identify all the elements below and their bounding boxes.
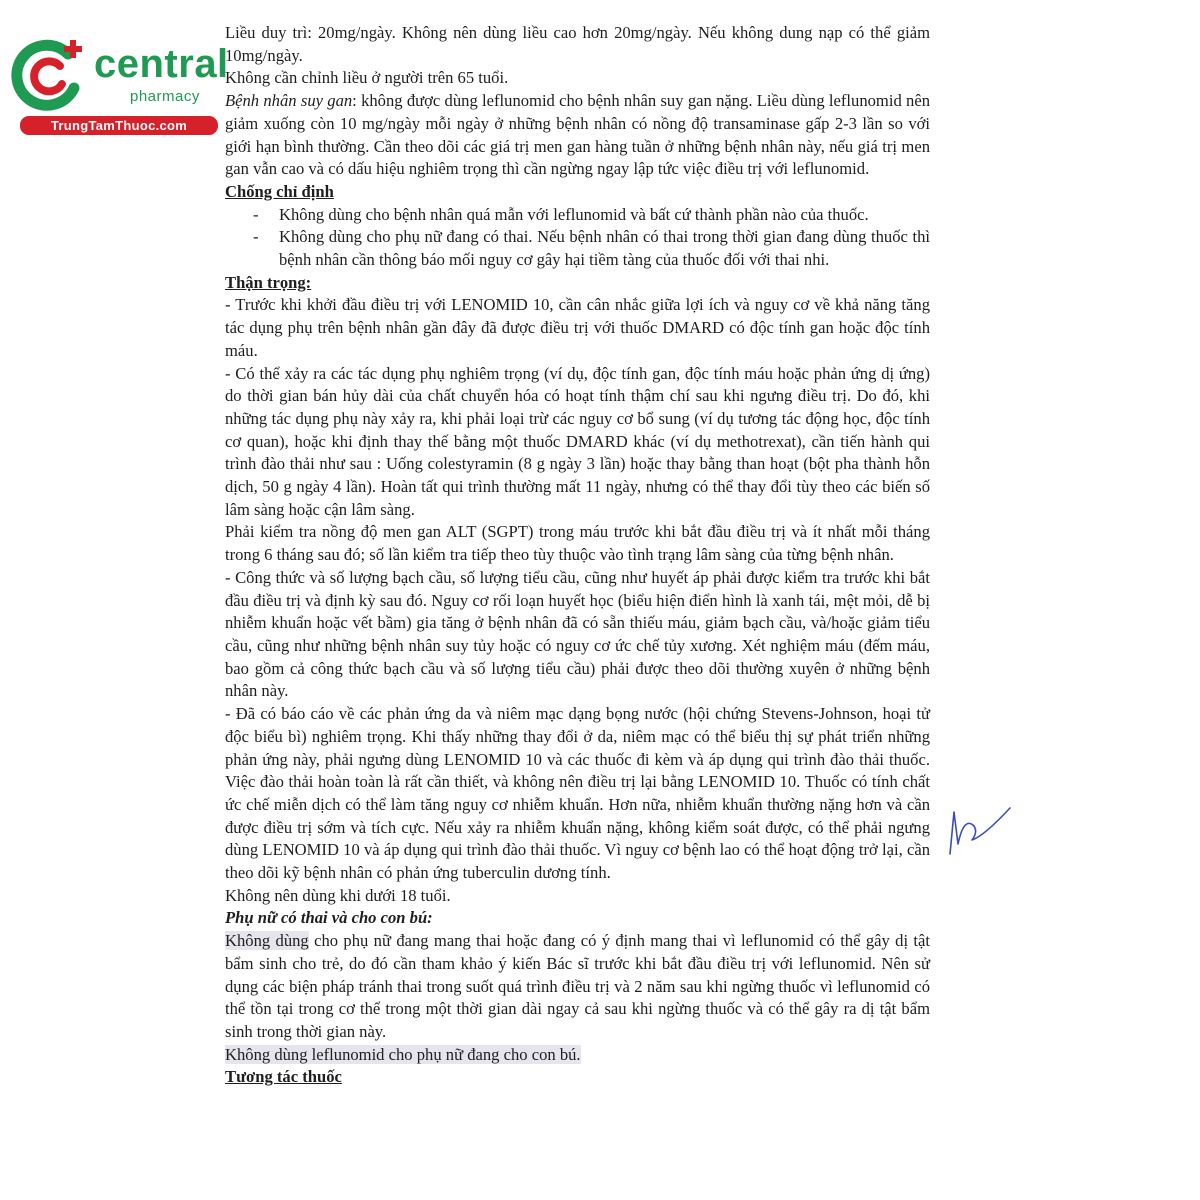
signature-mark <box>944 796 1014 858</box>
interactions-heading: Tương tác thuốc <box>225 1067 342 1087</box>
logo-c-icon <box>10 36 92 118</box>
pregnancy-text <box>225 930 930 1044</box>
pregnancy-body: cho phụ nữ đang mang thai hoặc đang có ý định mang thai vì leflunomid có thể gây dị tật bẩm sinh cho trẻ, do đó cần tham khảo ý kiến Bác sĩ trước khi bắt đầu điều trị với leflunomid. Nên sử dụng các biện pháp tránh thai trong suốt quá trình điều trị và 2 năm sau khi ngừng thuốc vì leflunomid có thể tồn tại trong cơ thể trong một thời gian dài ngay cả sau khi ngừng thuốc và có thể gây ra dị tật bẩm sinh trong thời gian này. <box>225 931 931 1041</box>
breastfeeding-note <box>225 1044 930 1067</box>
precaution-paragraph: - Đã có báo cáo về các phản ứng da và niêm mạc dạng bọng nước (hội chứng Stevens-Johnson, hoại tử độc biểu bì) nghiêm trọng. Khi thấy những thay đổi ở da, niêm mạc có thể biểu thị sự phát triển những phản ứng này, phải ngưng dùng LENOMID 10 và các thuốc đi kèm và áp dụng qui trình đào thải thuốc. Việc đào thải hoàn toàn là rất cần thiết, và không nên điều trị lại bằng LENOMID 10. Thuốc có tính chất ức chế miễn dịch có thể làm tăng nguy cơ nhiễm khuẩn. Hơn nữa, nhiễm khuẩn thường nặng hơn và cần được điều trị sớm và tích cực. Nếu xảy ra nhiễm khuẩn nặng, không kiểm soát được, có thể phải ngưng dùng LENOMID 10 và áp dụng qui trình đào thải thuốc. Vì nguy cơ bệnh lao có thể hoạt động trở lại, cần theo dõi kỹ bệnh nhân có phản ứng tuberculin dương tính. <box>225 704 930 883</box>
document-page <box>225 22 930 1089</box>
logo-url-badge[interactable]: TrungTamThuoc.com <box>20 116 218 135</box>
list-item <box>225 204 930 227</box>
bullet-dash: - <box>253 227 259 247</box>
precaution-paragraph: - Có thể xảy ra các tác dụng phụ nghiêm trọng (ví dụ, độc tính gan, độc tính máu hoặc phản ứng dị ứng) do thời gian bán hủy dài của chất chuyển hóa có hoạt tính thậm chí sau khi ngưng điều trị. Do đó, khi những tác dụng phụ này xảy ra, khi phải loại trừ các nguy cơ bổ sung (ví dụ tương tác động học, độc tính cơ quan), hoặc khi định thay thế bằng một thuốc DMARD khác (ví dụ methotrexat), cần tiến hành qui trình đào thải như sau : Uống colestyramin (8 g ngày 3 lần) hoặc thay bằng than hoạt (bột pha thành hỗn dịch, 50 g ngày 4 lần). Hoàn tất qui trình thường mất 11 ngày, nhưng có thể thay đổi tùy theo các biến số lâm sàng hoặc cận lâm sàng. <box>225 363 930 519</box>
bullet-dash: - <box>253 204 259 224</box>
precaution-paragraph: - Trước khi khởi đầu điều trị với LENOMID 10, cần cân nhắc giữa lợi ích và nguy cơ về khả năng tăng tác dụng phụ trên bệnh nhân gần đây đã được điều trị với thuốc DMARD có độc tính gan hoặc độc tính máu. <box>225 295 930 360</box>
brand-logo <box>10 36 229 136</box>
age-note: Không nên dùng khi dưới 18 tuổi. <box>225 885 451 905</box>
dosage-elderly: Không cần chỉnh liều ở người trên 65 tuổi. <box>225 68 509 88</box>
list-item-text: Không dùng cho phụ nữ đang có thai. Nếu bệnh nhân có thai trong thời gian đang dùng thuốc thì bệnh nhân cần thông báo mối nguy cơ gây hại tiềm tàng của thuốc đối với thai nhi. <box>279 227 930 270</box>
list-item <box>225 226 930 271</box>
breastfeeding-highlight: Không dùng leflunomid cho phụ nữ đang cho con bú. <box>225 1044 581 1064</box>
list-item-text: Không dùng cho bệnh nhân quá mẫn với leflunomid và bất cứ thành phần nào của thuốc. <box>279 204 869 224</box>
contraindications-list <box>225 204 930 272</box>
dosage-liver <box>225 90 930 181</box>
precaution-paragraph: - Công thức và số lượng bạch cầu, số lượng tiểu cầu, cũng như huyết áp phải được kiểm tra trước khi bắt đầu điều trị và định kỳ sau đó. Nguy cơ rối loạn huyết học (biểu hiện điển hình là xanh tái, mệt mỏi, dễ bị nhiễm khuẩn hoặc vết bầm) gia tăng ở bệnh nhân đã có sẵn thiếu máu, giảm bạch cầu, và/hoặc giảm tiểu cầu, cũng như những bệnh nhân suy tủy hoặc có nguy cơ ức chế tủy xương. Xét nghiệm máu (đếm máu, bao gồm cả công thức bạch cầu và số lượng tiểu cầu) phải được theo dõi thường xuyên ở những bệnh nhân này. <box>225 567 930 701</box>
precaution-paragraph: Phải kiểm tra nồng độ men gan ALT (SGPT) trong máu trước khi bắt đầu điều trị và ít nhất mỗi tháng trong 6 tháng sau đó; số lần kiểm tra tiếp theo tùy thuộc vào tình trạng lâm sàng của từng bệnh nhân. <box>225 522 930 565</box>
dosage-maintenance: Liều duy trì: 20mg/ngày. Không nên dùng liều cao hơn 20mg/ngày. Nếu không dung nạp có thể giảm 10mg/ngày. <box>225 23 930 65</box>
highlighted-lead: Không dùng <box>225 931 309 951</box>
pregnancy-heading: Phụ nữ có thai và cho con bú: <box>225 908 433 928</box>
precautions-heading: Thận trọng: <box>225 272 312 292</box>
liver-lead: Bệnh nhân suy gan <box>225 91 353 111</box>
logo-name: central <box>94 42 229 86</box>
liver-text: : không được dùng leflunomid cho bệnh nhân suy gan nặng. Liều dùng leflunomid nên giảm xuống còn 10 mg/ngày mỗi ngày ở những bệnh nhân có nồng độ transaminase gấp 2-3 lần so với giới hạn bình thường. Cần theo dõi các giá trị men gan hàng tuần ở những bệnh nhân này, nếu giá trị men gan vẫn cao và có dấu hiệu nghiêm trọng thì cần ngừng ngay lập tức việc điều trị với leflunomid. <box>225 91 930 179</box>
logo-subtitle: pharmacy <box>130 88 200 105</box>
contraindications-heading: Chống chỉ định <box>225 181 334 201</box>
